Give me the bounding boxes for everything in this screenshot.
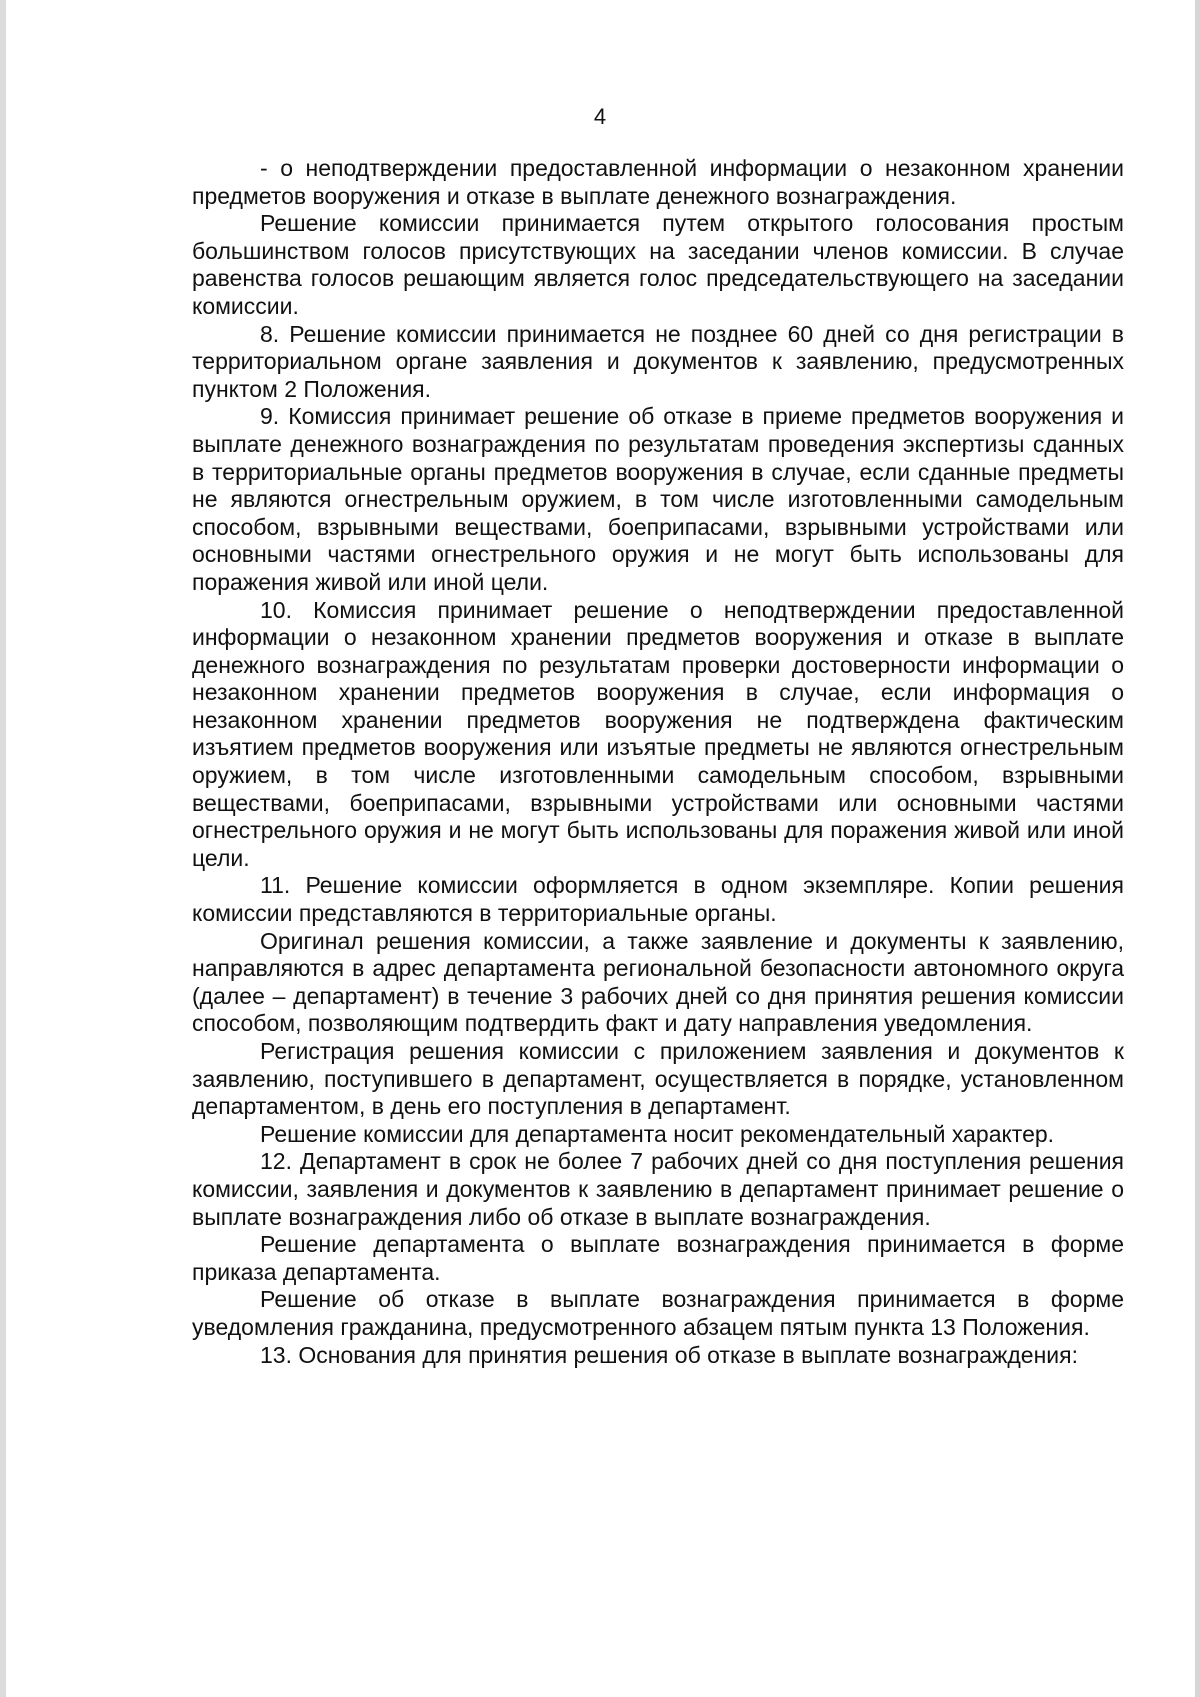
paragraph-item-8: 8. Решение комиссии принимается не позднее 60 дней со дня регистрации в территориальном органе заявления и документов к заявлению, предусмотренных пунктом 2 Положения. bbox=[192, 320, 1124, 402]
paragraph-item-13: 13. Основания для принятия решения об отказе в выплате вознаграждения: bbox=[260, 1341, 1078, 1368]
paragraph-voting-procedure: Решение комиссии принимается путем открытого голосования простым большинством голосов присутствующих на заседании членов комиссии. В случае равенства голосов решающим является голос председательствующего на заседании комиссии. bbox=[192, 210, 1124, 319]
paragraph-refusal-notice: Решение об отказе в выплате вознаграждения принимается в форме уведомления гражданина, предусмотренного абзацем пятым пункта 13 Положения. bbox=[192, 1286, 1124, 1340]
paragraph-recommendation: Решение комиссии для департамента носит рекомендательный характер. bbox=[260, 1120, 1055, 1147]
paragraph-registration: Регистрация решения комиссии с приложением заявления и документов к заявлению, поступившего в департамент, осуществляется в порядке, установленном департаментом, в день его поступления в департамент. bbox=[192, 1038, 1124, 1120]
document-body bbox=[192, 155, 1124, 1369]
paragraph-item-12: 12. Департамент в срок не более 7 рабочих дней со дня поступления решения комиссии, заявления и документов к заявлению в департамент принимает решение о выплате вознаграждения либо об отказе в выплате вознаграждения. bbox=[192, 1148, 1124, 1230]
paragraph-item-11: 11. Решение комиссии оформляется в одном экземпляре. Копии решения комиссии представляются в территориальные органы. bbox=[192, 872, 1124, 927]
scan-edge-right bbox=[1195, 0, 1200, 1697]
page-number: 4 bbox=[593, 104, 607, 129]
paragraph-payment-order: Решение департамента о выплате вознаграждения принимается в форме приказа департамента. bbox=[192, 1231, 1124, 1285]
scan-edge-left bbox=[0, 0, 6, 1697]
paragraph-nonconfirmation-decision: - о неподтверждении предоставленной информации о незаконном хранении предметов вооружения и отказе в выплате денежного вознаграждения. bbox=[192, 155, 1124, 209]
paragraph-original-decision: Оригинал решения комиссии, а также заявление и документы к заявлению, направляются в адрес департамента региональной безопасности автономного округа (далее – департамент) в течение 3 рабочих дней со дня принятия решения комиссии способом, позволяющим подтвердить факт и дату направления уведомления. bbox=[192, 927, 1124, 1037]
paragraph-item-10: 10. Комиссия принимает решение о неподтверждении предоставленной информации о незаконном хранении предметов вооружения и отказе в выплате денежного вознаграждения по результатам проверки достоверности информации о незаконном хранении предметов вооружения в случае, если информация о незаконном хранении предметов вооружения не подтверждена фактическим изъятием предметов вооружения или изъятые предметы не являются огнестрельным оружием, в том числе изготовленными самодельным способом, взрывными веществами, боеприпасами, взрывными устройствами или основными частями огнестрельного оружия и не могут быть использованы для поражения живой или иной цели. bbox=[192, 596, 1124, 871]
paragraph-item-9: 9. Комиссия принимает решение об отказе в приеме предметов вооружения и выплате денежного вознаграждения по результатам проведения экспертизы сданных в территориальные органы предметов вооружения в случае, если сданные предметы не являются огнестрельным оружием, в том числе изготовленными самодельным способом, взрывными веществами, боеприпасами, взрывными устройствами или основными частями огнестрельного оружия и не могут быть использованы для поражения живой или иной цели. bbox=[192, 403, 1124, 595]
